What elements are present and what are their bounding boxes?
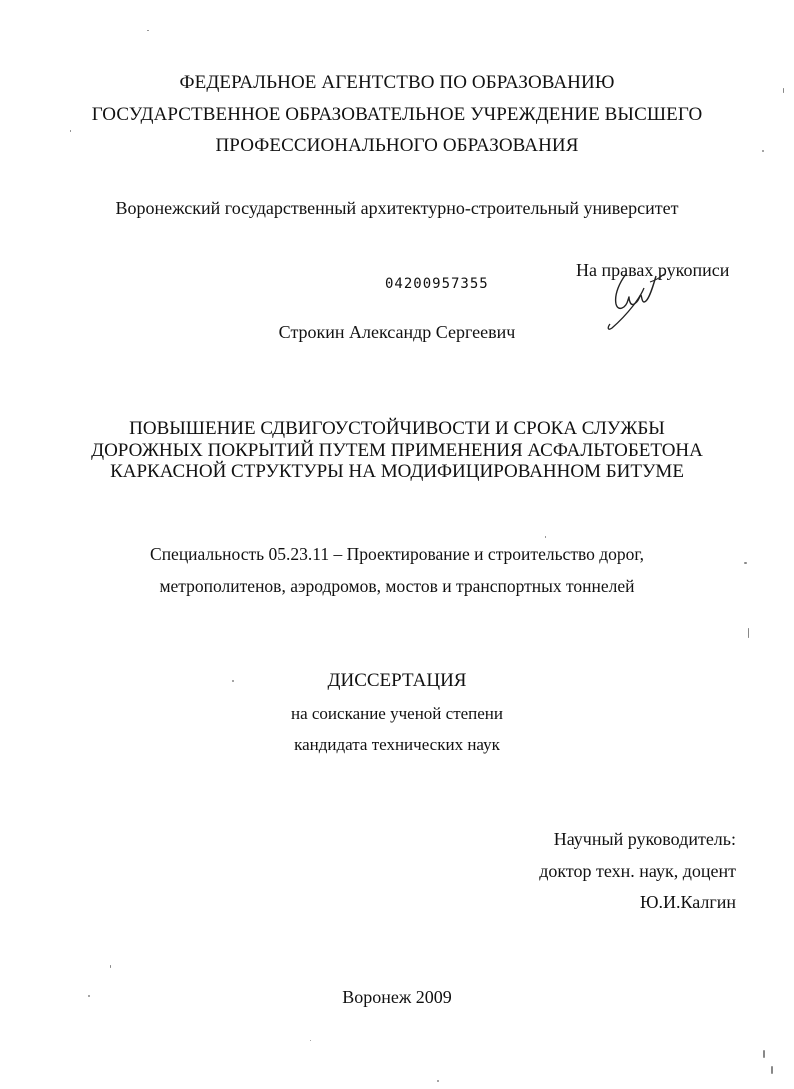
- scan-speck: [310, 1040, 311, 1041]
- specialty-line-1: Специальность 05.23.11 – Проектирование и строительство дорог,: [150, 544, 644, 564]
- supervisor-label: Научный руководитель:: [553, 829, 736, 849]
- scan-speck: [744, 562, 747, 564]
- city-year: Воронеж 2009: [342, 987, 452, 1007]
- university-name: Воронежский государственный архитектурно-строительный университет: [115, 198, 679, 218]
- header-line-3: ПРОФЕССИОНАЛЬНОГО ОБРАЗОВАНИЯ: [215, 135, 579, 156]
- thesis-title-line-2: ДОРОЖНЫХ ПОКРЫТИЙ ПУТЕМ ПРИМЕНЕНИЯ АСФАЛЬТОБЕТОНА: [91, 440, 703, 461]
- scan-speck: [545, 536, 546, 538]
- scan-speck: [783, 88, 784, 93]
- supervisor-name: Ю.И.Калгин: [639, 892, 736, 912]
- supervisor-title: доктор техн. наук, доцент: [539, 861, 736, 881]
- author-name: Строкин Александр Сергеевич: [278, 322, 516, 342]
- manuscript-note: На правах рукописи: [576, 260, 730, 280]
- scan-speck: [771, 1066, 773, 1074]
- thesis-degree: кандидата технических наук: [294, 735, 500, 754]
- scan-speck: [110, 965, 111, 968]
- scan-speck: [763, 1050, 765, 1058]
- scan-speck: [762, 150, 764, 152]
- header-line-1: ФЕДЕРАЛЬНОЕ АГЕНТСТВО ПО ОБРАЗОВАНИЮ: [179, 72, 615, 93]
- header-line-2: ГОСУДАРСТВЕННОЕ ОБРАЗОВАТЕЛЬНОЕ УЧРЕЖДЕНИЕ ВЫСШЕГО: [91, 104, 703, 125]
- scan-speck: [232, 680, 234, 682]
- thesis-purpose: на соискание ученой степени: [290, 704, 504, 723]
- thesis-title-line-1: ПОВЫШЕНИЕ СДВИГОУСТОЙЧИВОСТИ И СРОКА СЛУЖБЫ: [129, 418, 665, 439]
- thesis-title-line-3: КАРКАСНОЙ СТРУКТУРЫ НА МОДИФИЦИРОВАННОМ БИТУМЕ: [110, 461, 684, 482]
- specialty-line-2: метрополитенов, аэродромов, мостов и транспортных тоннелей: [159, 576, 635, 596]
- scan-speck: [437, 1080, 439, 1082]
- catalog-number: 04200957355: [385, 276, 489, 292]
- scan-speck: [147, 30, 149, 31]
- scan-speck: [748, 628, 749, 638]
- scan-speck: [70, 130, 71, 132]
- scan-speck: [88, 995, 90, 997]
- thesis-type: ДИССЕРТАЦИЯ: [327, 670, 467, 691]
